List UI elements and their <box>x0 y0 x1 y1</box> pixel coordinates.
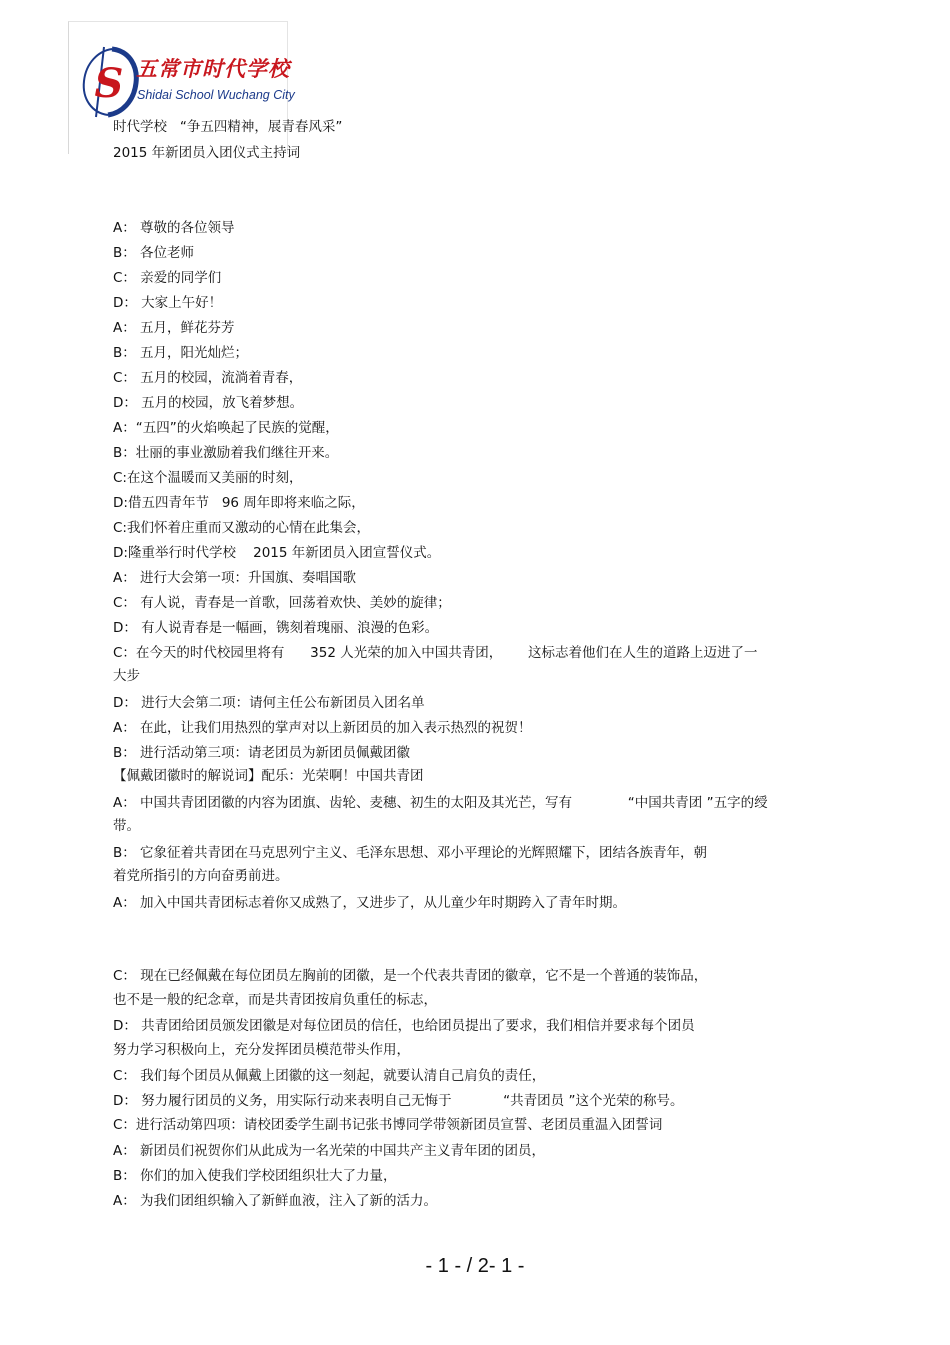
script-line: C：进行活动第四项：请校团委学生副书记张书博同学带领新团员宣誓、老团员重温入团誓词 <box>113 1117 663 1133</box>
svg-text:S: S <box>94 60 124 107</box>
script-line: 【佩戴团徽时的解说词】配乐：光荣啊！中国共青团 <box>113 768 424 784</box>
script-line: 带。 <box>113 818 140 834</box>
script-line: D： 进行大会第二项：请何主任公布新团员入团名单 <box>113 695 425 711</box>
script-line: C： 我们每个团员从佩戴上团徽的这一刻起，就要认清自己肩负的责任， <box>113 1068 546 1084</box>
script-line: A：“五四”的火焰唤起了民族的觉醒， <box>113 420 339 436</box>
script-line: C： 五月的校园，流淌着青春， <box>113 370 303 386</box>
script-line: A： 中国共青团团徽的内容为团旗、齿轮、麦穗、初生的太阳及其光芒，写有 “中国共青团 ”五字的绶 <box>113 795 768 811</box>
script-line: C： 有人说，青春是一首歌，回荡着欢快、美妙的旋律； <box>113 595 451 611</box>
script-line: A： 尊敬的各位领导 <box>113 220 235 236</box>
script-line: D:隆重举行时代学校 2015 年新团员入团宣誓仪式。 <box>113 545 441 561</box>
script-line: 也不是一般的纪念章，而是共青团按肩负重任的标志， <box>113 992 437 1008</box>
script-line: 大步 <box>113 668 140 684</box>
script-line: B： 你们的加入使我们学校团组织壮大了力量， <box>113 1168 397 1184</box>
page-number: - 1 - / 2- 1 - <box>425 1255 525 1277</box>
document-title: 时代学校 “争五四精神，展青春风采” <box>113 119 343 135</box>
document-subtitle: 2015 年新团员入团仪式主持词 <box>113 145 301 161</box>
script-line: D： 共青团给团员颁发团徽是对每位团员的信任，也给团员提出了要求，我们相信并要求每个团员 <box>113 1018 695 1034</box>
script-line: D： 有人说青春是一幅画，镌刻着瑰丽、浪漫的色彩。 <box>113 620 439 636</box>
school-logo-icon <box>78 45 140 119</box>
script-line: A： 进行大会第一项：升国旗、奏唱国歌 <box>113 570 357 586</box>
script-line: B： 进行活动第三项：请老团员为新团员佩戴团徽 <box>113 745 411 761</box>
script-line: 努力学习积极向上，充分发挥团员模范带头作用， <box>113 1042 410 1058</box>
school-name-cn: 五常市时代学校 <box>136 56 290 81</box>
script-line: 着党所指引的方向奋勇前进。 <box>113 868 289 884</box>
script-line: D： 努力履行团员的义务，用实际行动来表明自己无悔于 “共青团员 ”这个光荣的称号。 <box>113 1093 684 1109</box>
school-name-en: Shidai School Wuchang City <box>137 88 295 102</box>
script-line: C： 亲爱的同学们 <box>113 270 222 286</box>
script-line: D： 大家上午好！ <box>113 295 223 311</box>
script-line: A： 为我们团组织输入了新鲜血液，注入了新的活力。 <box>113 1193 438 1209</box>
script-line: A： 五月，鲜花芬芳 <box>113 320 235 336</box>
script-line: C： 现在已经佩戴在每位团员左胸前的团徽，是一个代表共青团的徽章，它不是一个普通的装饰品， <box>113 968 708 984</box>
script-line: D:借五四青年节 96 周年即将来临之际， <box>113 495 365 511</box>
script-line: D： 五月的校园，放飞着梦想。 <box>113 395 304 411</box>
script-line: B： 各位老师 <box>113 245 195 261</box>
script-line: A： 在此，让我们用热烈的掌声对以上新团员的加入表示热烈的祝贺！ <box>113 720 532 736</box>
script-line: B： 五月，阳光灿烂； <box>113 345 249 361</box>
script-line: C:在这个温暖而又美丽的时刻， <box>113 470 303 486</box>
script-line: C：在今天的时代校园里将有 352 人光荣的加入中国共青团， 这标志着他们在人生的道路上迈进了一 <box>113 645 758 661</box>
script-line: B：壮丽的事业激励着我们继往开来。 <box>113 445 339 461</box>
script-line: A： 新团员们祝贺你们从此成为一名光荣的中国共产主义青年团的团员， <box>113 1143 546 1159</box>
script-line: A： 加入中国共青团标志着你又成熟了，又进步了，从儿童少年时期跨入了青年时期。 <box>113 895 627 911</box>
script-line: B： 它象征着共青团在马克思列宁主义、毛泽东思想、邓小平理论的光辉照耀下，团结各族青年，朝 <box>113 845 708 861</box>
script-line: C:我们怀着庄重而又激动的心情在此集会， <box>113 520 370 536</box>
